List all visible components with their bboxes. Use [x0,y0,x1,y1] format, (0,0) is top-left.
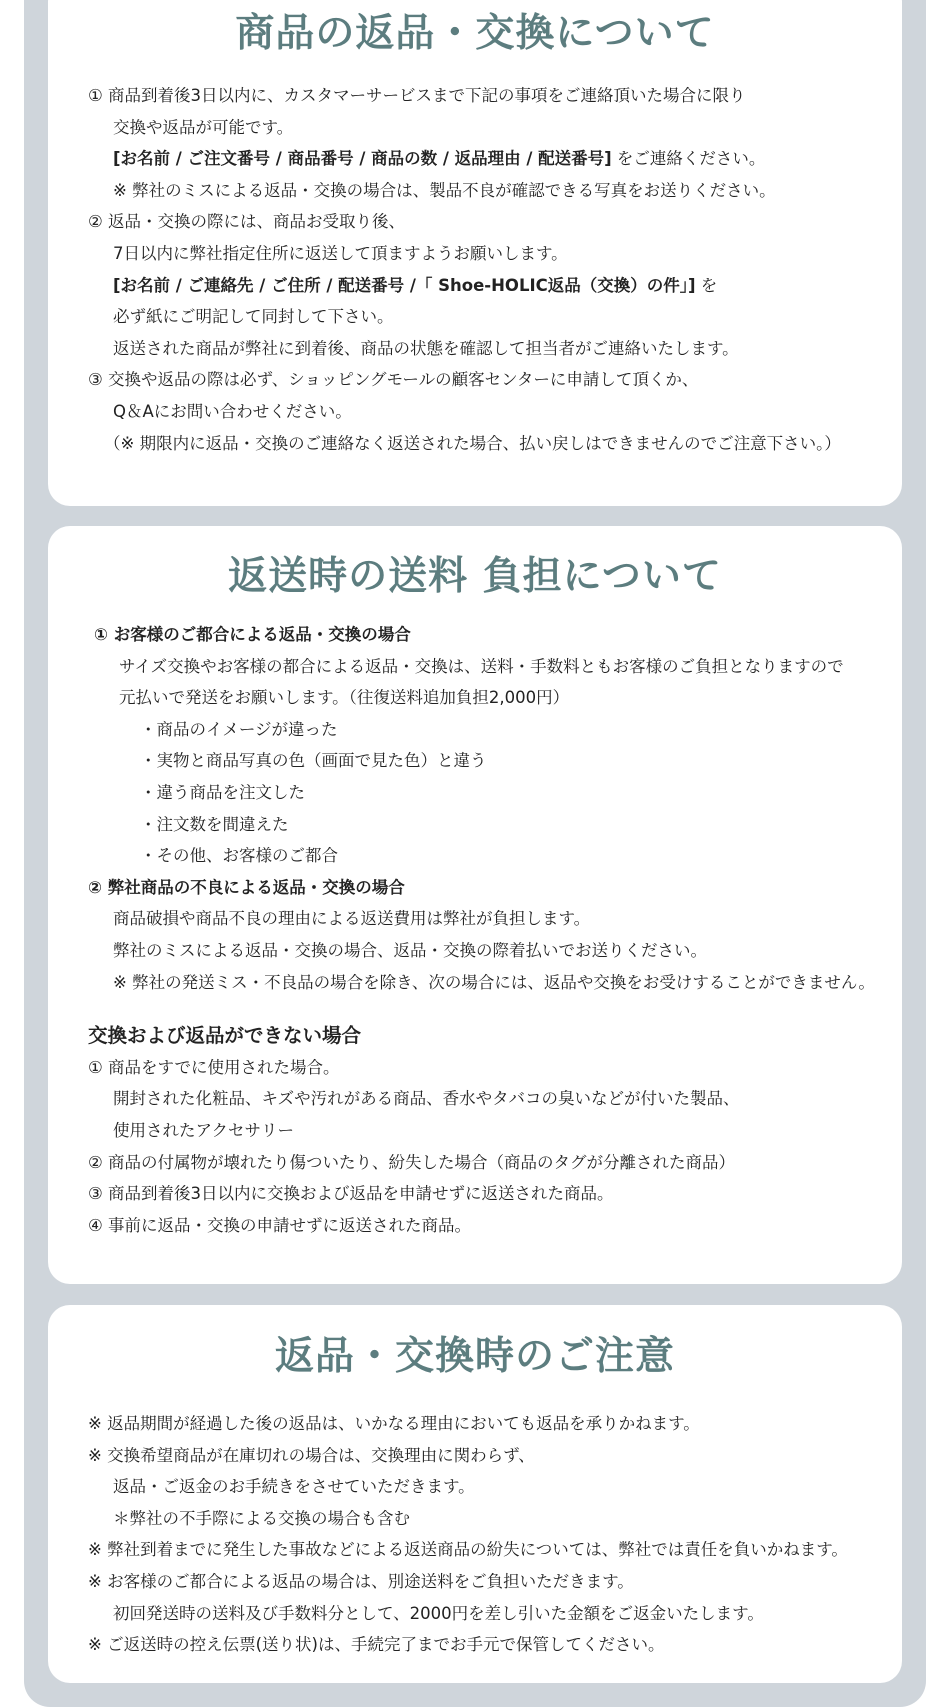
shipping-cost-card [48,526,902,1284]
shipping-cost-title: 返送時の送料 負担について [228,554,722,599]
shipping-cost-body [88,619,898,1241]
text-line: 商品破損や商品不良の理由による返送費用は弊社が負担します。 [113,909,591,929]
text-line: ③ 交換や返品の際は必ず、ショッピングモールの顧客センターに申請して頂くか、 [88,370,699,390]
bullet-item: ・その他、お客様のご都合 [140,846,338,866]
text-line [88,270,898,302]
text-line: ※ ご返送時の控え伝票(送り状)は、手続完了までお手元で保管してください。 [88,1635,665,1655]
case1-heading: ① お客様のご都合による返品・交換の場合 [94,625,411,644]
no-return-heading: 交換および返品ができない場合 [88,1024,362,1048]
text-line: 弊社のミスによる返品・交換の場合、返品・交換の際着払いでお送りください。 [113,940,707,960]
text-line: ※ お客様のご都合による返品の場合は、別途送料をご負担いただきます。 [88,1571,634,1591]
text-line: 元払いで発送をお願いします。（往復送料追加負担2,000円） [119,688,570,708]
text-line [88,143,898,175]
text-fragment: をご連絡ください。 [611,149,766,169]
text-line: （※ 期限内に返品・交換のご連絡なく返送された場合、払い戻しはできませんのでご注意下さい。） [104,433,841,453]
return-exchange-body [88,80,898,459]
required-items-bold: [お名前 / ご注文番号 / 商品番号 / 商品の数 / 返品理由 / 配送番号] [113,149,612,169]
return-notes-body [88,1408,898,1661]
text-line: ＊弊社の不手際による交換の場合も含む [113,1508,410,1528]
return-exchange-title: 商品の返品・交換について [235,11,715,56]
text-line: ③ 商品到着後3日以内に交換および返品を申請せずに返送された商品。 [88,1184,614,1204]
text-line: ① 商品到着後3日以内に、カスタマーサービスまで下記の事項をご連絡頂いた場合に限り [88,86,746,105]
text-line: 返品・ご返金のお手続きをさせていただきます。 [113,1477,475,1497]
bullet-item: ・違う商品を注文した [140,782,305,802]
bullet-item: ・注文数を間違えた [140,814,289,834]
return-exchange-card [48,0,902,506]
text-fragment: を [695,275,718,295]
text-line: ※ 弊社到着までに発生した事故などによる返送商品の紛失については、弊社では責任を負いかねます。 [88,1540,848,1560]
text-line: 7日以内に弊社指定住所に返送して頂ますようお願いします。 [113,243,568,263]
text-line: 交換や返品が可能です。 [113,117,294,137]
text-line: サイズ交換やお客様の都合による返品・交換は、送料・手数料ともお客様のご負担となりますので [119,656,844,676]
bullet-item: ・実物と商品写真の色（画面で見た色）と違う [140,751,487,771]
text-line: ① 商品をすでに使用された場合。 [88,1057,340,1077]
text-line: 開封された化粧品、キズや汚れがある商品、香水やタバコの臭いなどが付いた製品、 [113,1089,740,1109]
return-notes-title: 返品・交換時のご注意 [274,1334,675,1379]
text-line: ※ 交換希望商品が在庫切れの場合は、交換理由に関わらず、 [88,1445,535,1465]
text-line: ※ 返品期間が経過した後の返品は、いかなる理由においても返品を承りかねます。 [88,1414,700,1433]
text-line: ② 返品・交換の際には、商品お受取り後、 [88,212,406,232]
text-line: ② 商品の付属物が壊れたり傷ついたり、紛失した場合（商品のタグが分離された商品） [88,1152,736,1172]
text-line: ※ 弊社の発送ミス・不良品の場合を除き、次の場合には、返品や交換をお受けすることができません。 [113,972,875,992]
text-line: 初回発送時の送料及び手数料分として、2000円を差し引いた金額をご返金いたします。 [113,1603,764,1623]
text-line: 使用されたアクセサリー [113,1120,295,1140]
text-line: Q＆Aにお問い合わせください。 [113,401,352,421]
bullet-item: ・商品のイメージが違った [140,719,338,739]
case2-heading: ② 弊社商品の不良による返品・交換の場合 [88,877,405,897]
return-notes-card [48,1305,902,1683]
text-line: 返送された商品が弊社に到着後、商品の状態を確認して担当者がご連絡いたします。 [113,338,739,358]
spacer [88,998,898,1020]
text-line: ④ 事前に返品・交換の申請せずに返送された商品。 [88,1215,472,1235]
text-line: ※ 弊社のミスによる返品・交換の場合は、製品不良が確認できる写真をお送りください。 [113,180,776,200]
required-items-bold: [お名前 / ご連絡先 / ご住所 / 配送番号 /「 Shoe-HOLIC返品（交換）の件」] [113,275,696,295]
text-line: 必ず紙にご明記して同封して下さい。 [113,307,394,327]
